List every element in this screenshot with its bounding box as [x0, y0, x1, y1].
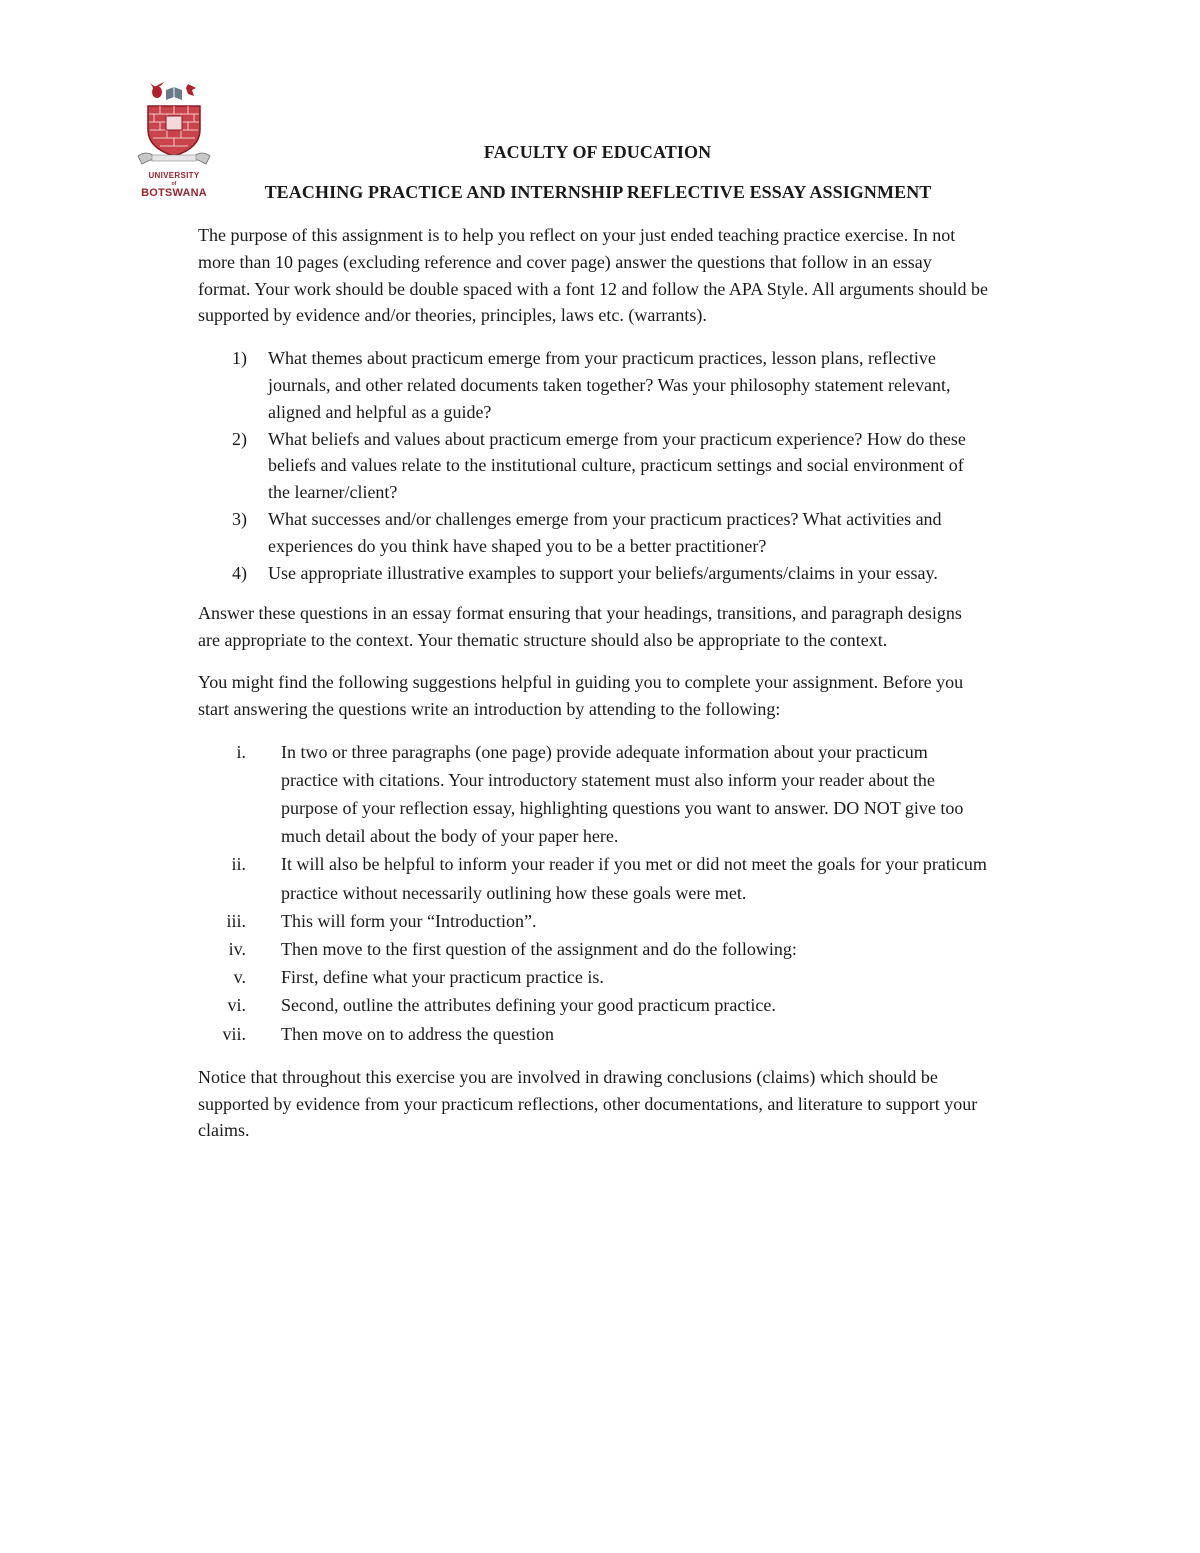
- list-item-text: What successes and/or challenges emerge from your practicum practices? What activities and experiences do you think have shaped you to be a better practitioner?: [268, 508, 942, 556]
- questions-list: [198, 345, 988, 586]
- list-item-text: Use appropriate illustrative examples to support your beliefs/arguments/claims in your essay.: [268, 562, 938, 583]
- intro-paragraph: The purpose of this assignment is to help you reflect on your just ended teaching practice exercise. In not more than 10 pages (excluding reference and cover page) answer the questions that follow in an essay format. Your work should be double spaced with a font 12 and follow the APA Style. All arguments should be supported by evidence and/or theories, principles, laws etc. (warrants).: [198, 225, 988, 326]
- answer-paragraph: Answer these questions in an essay format ensuring that your headings, transitions, and paragraph designs are appropriate to the context. Your thematic structure should also be appropriate to the context.: [198, 603, 962, 651]
- logo-line-of: of: [171, 181, 177, 187]
- list-item-text: It will also be helpful to inform your reader if you met or did not meet the goals for your praticum practice without necessarily outlining how these goals were met.: [281, 854, 987, 903]
- logo-line-botswana: BOTSWANA: [141, 187, 207, 199]
- list-item: [198, 907, 988, 935]
- list-item: [198, 560, 988, 587]
- list-item-number: 1): [232, 348, 247, 369]
- list-item-text: Then move to the first question of the assignment and do the following:: [281, 938, 797, 959]
- list-item: [198, 935, 988, 963]
- list-item-text: Then move on to address the question: [281, 1023, 554, 1044]
- list-item-text: What beliefs and values about practicum emerge from your practicum experience? How do these beliefs and values relate to the institutional culture, practicum settings and social environment of the learner/client?: [268, 428, 966, 503]
- list-item-text: First, define what your practicum practice is.: [281, 967, 604, 988]
- list-item-number: 4): [232, 562, 247, 583]
- logo-line-university: UNIVERSITY: [148, 171, 200, 180]
- list-item-text: What themes about practicum emerge from your practicum practices, lesson plans, reflective journals, and other related documents taken together? Was your philosophy statement relevant, aligned and helpful as a guide?: [268, 348, 951, 422]
- list-item-number: v.: [233, 967, 246, 988]
- list-item-number: i.: [236, 741, 246, 762]
- list-item-number: 2): [232, 428, 247, 449]
- list-item-text: Second, outline the attributes defining your good practicum practice.: [281, 995, 776, 1016]
- list-item: [198, 1020, 988, 1048]
- list-item: [198, 738, 988, 851]
- faculty-heading: FACULTY OF EDUCATION: [483, 142, 712, 162]
- closing-paragraph: Notice that throughout this exercise you are involved in drawing conclusions (claims) which should be supported by evidence from your practicum reflections, other documentations, and literature to support your claims.: [198, 1066, 978, 1141]
- list-item-number: vii.: [222, 1023, 246, 1044]
- list-item-number: iii.: [226, 910, 246, 931]
- list-item-number: 3): [232, 508, 247, 529]
- document-body: [198, 222, 988, 1159]
- assignment-title: TEACHING PRACTICE AND INTERNSHIP REFLECTIVE ESSAY ASSIGNMENT: [264, 182, 932, 202]
- suggestions-list: [198, 738, 988, 1048]
- list-item-text: In two or three paragraphs (one page) provide adequate information about your practicum practice with citations. Your introductory statement must also inform your reader about the purpose of your reflection essay, highlighting questions you want to answer. DO NOT give too much detail about the body of your paper here.: [281, 741, 964, 847]
- list-item: [198, 991, 988, 1019]
- list-item-number: vi.: [227, 995, 246, 1016]
- list-item-text: This will form your “Introduction”.: [281, 910, 537, 931]
- list-item-number: iv.: [228, 938, 246, 959]
- list-item-number: ii.: [231, 854, 246, 875]
- suggestions-paragraph: You might find the following suggestions helpful in guiding you to complete your assignment. Before you start answering the questions write an introduction by attending to the following:: [198, 671, 964, 719]
- list-item: [198, 963, 988, 991]
- list-item: [198, 345, 988, 425]
- list-item: [198, 850, 988, 906]
- list-item: [198, 506, 988, 560]
- list-item: [198, 426, 988, 506]
